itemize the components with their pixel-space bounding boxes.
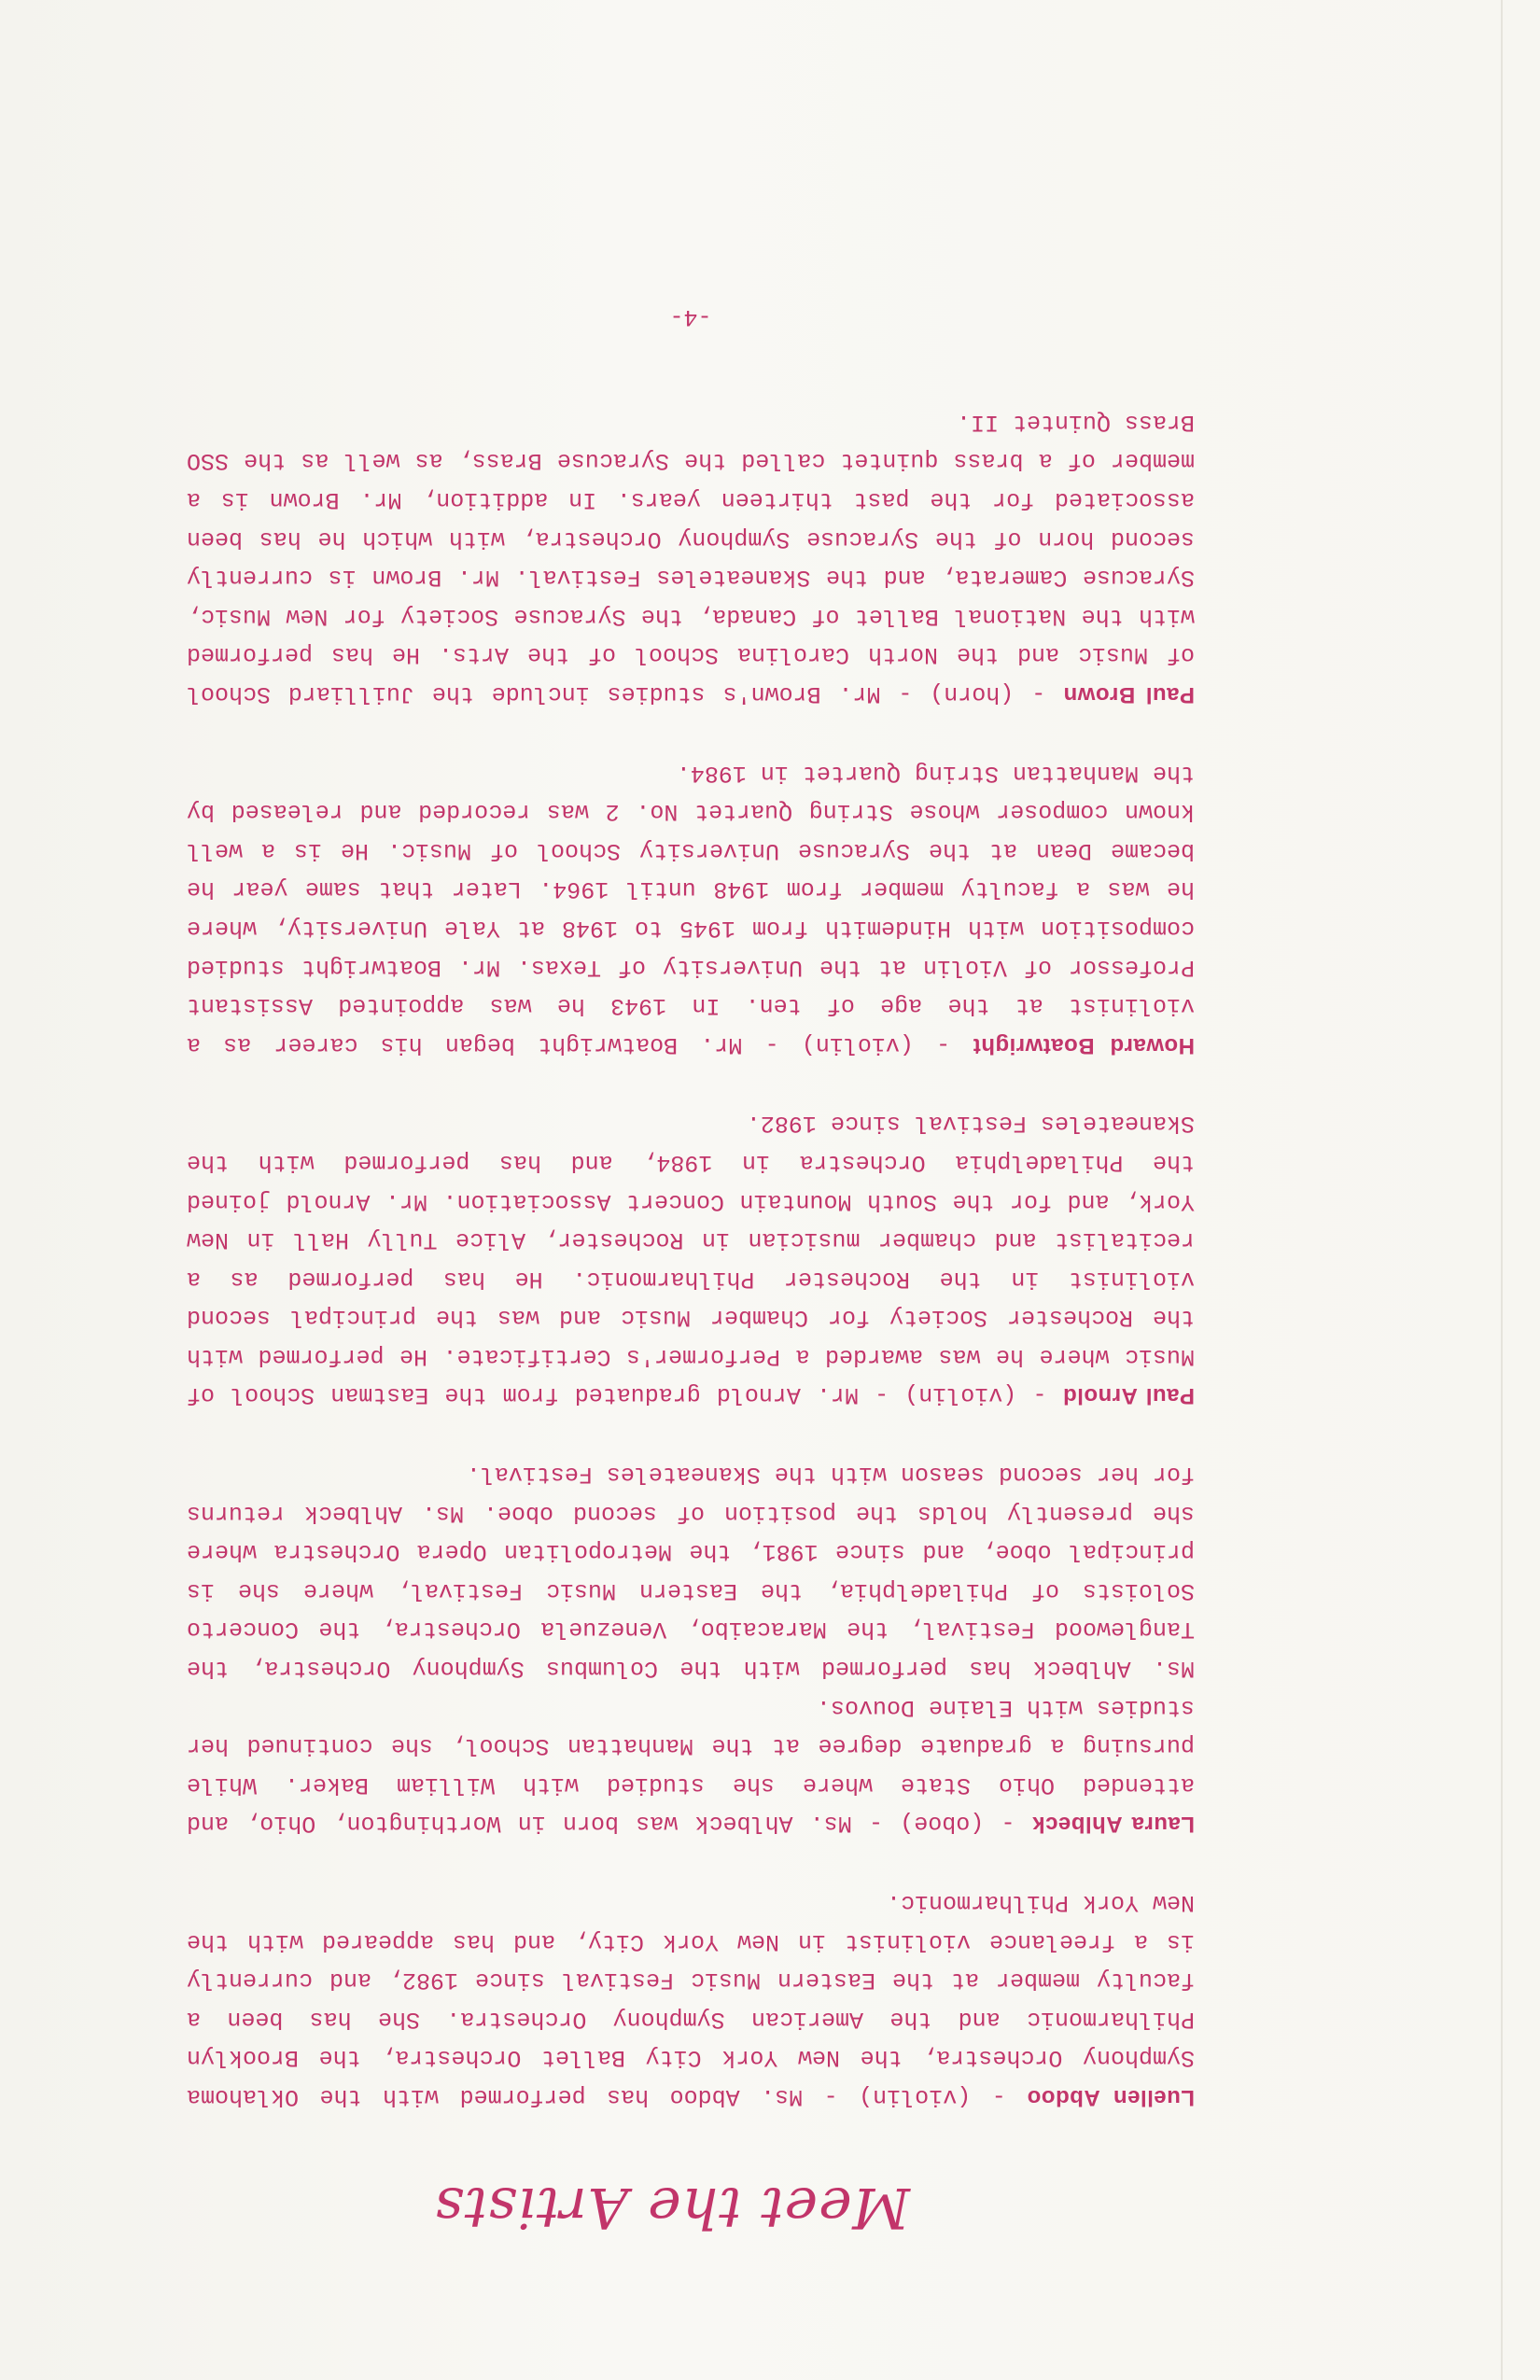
bio-laura-ahlbeck [187, 1455, 1195, 1844]
artist-name: Laura Ahlbeck [1031, 1812, 1195, 1838]
document-content [186, 303, 1195, 2240]
page-title: Meet the Artists [434, 2175, 910, 2240]
artist-name: Howard Boatwright [973, 1032, 1195, 1058]
artist-name: Luellen Abdoo [1027, 2085, 1195, 2110]
page-number: -4- [669, 303, 712, 330]
bio-text: - (violin) - Mr. Arnold graduated from the Eastman School of Music where he was awarded a Performer's Certificate. He performed with the Rochester Society for Chamber Music and was the principal second violinist in the Rochester Philharmonic. He has performed as a recitalist and chamber musician in Rochester, Alice Tully Hall in New York, and for the South Mountain Concert Association. Mr. Arnold joined the Philadelphia Orchestra in 1984, and has performed with the Skaneateles Festival since 1982. [186, 1110, 1195, 1409]
bio-paul-arnold [187, 1104, 1195, 1416]
bio-text: - (oboe) - Ms. Ahlbeck was born in Worthington, Ohio, and attended Ohio State where she studied with William Baker. While pursuing a graduate degree at the Manhattan School, she continued her studies with Elaine Douvos. [187, 1693, 1195, 1838]
artist-name: Paul Arnold [1062, 1383, 1195, 1409]
bio-howard-boatwright [187, 753, 1195, 1065]
bio-text: - (violin) - Mr. Boatwright began his career as a violinist at the age of ten. In 1943 he was appointed Assistant Professor of Violin at the University of Texas. Mr. Boatwright studied composition with Hindemith from 1945 to 1948 at Yale University, where he was a faculty member from 1948 until 1964. Later that same year he became Dean at the Syracuse University School of Music. He is a well known composer whose String Quartet No. 2 was recorded and released by the Manhattan String Quartet in 1984. [187, 759, 1195, 1058]
bio-paragraph [187, 1687, 1195, 1843]
artist-name: Paul Brown [1063, 682, 1195, 707]
bio-luellen-abdoo [187, 1883, 1195, 2117]
bio-paul-brown [187, 402, 1195, 714]
bio-paragraph [187, 1883, 1195, 2117]
bio-paragraph-2: Ms. Ahlbeck has performed with the Columbus Symphony Orchestra, the Tanglewood Festival, the Maracaibo, Venezuela Orchestra, the Concerto Soloists of Philadelphia, the Eastern Music Festival, where she is principal oboe, and since 1981, the Metropolitan Opera Orchestra where she presently holds the position of second oboe. Ms. Ahlbeck returns for her second season with the Skaneateles Festival. [187, 1461, 1195, 1683]
bio-text: - (violin) - Ms. Abdoo has performed with the Oklahoma Symphony Orchestra, the New York City Ballet Orchestra, the Brooklyn Philharmonic and the American Symphony Orchestra. She has been a faculty member at the Eastern Music Festival since 1982, and currently is a freelance violinist in New York City, and has appeared with the New York Philharmonic. [186, 1889, 1195, 2110]
bio-paragraph [187, 753, 1195, 1065]
bio-paragraph [187, 1104, 1195, 1416]
bio-text: - (horn) - Mr. Brown's studies include the Juilliard School of Music and the North Carolina School of the Arts. He has performed with the National Ballet of Canada, the Syracuse Society for New Music, Syracuse Camerata, and the Skaneateles Festival. Mr. Brown is currently second horn of the Syracuse Symphony Orchestra, with which he has been associated for the past thirteen years. In addition, Mr. Brown is a member of a brass quintet called the Syracuse Brass, as well as the SSO Brass Quintet II. [187, 408, 1195, 707]
bio-paragraph [187, 402, 1195, 714]
